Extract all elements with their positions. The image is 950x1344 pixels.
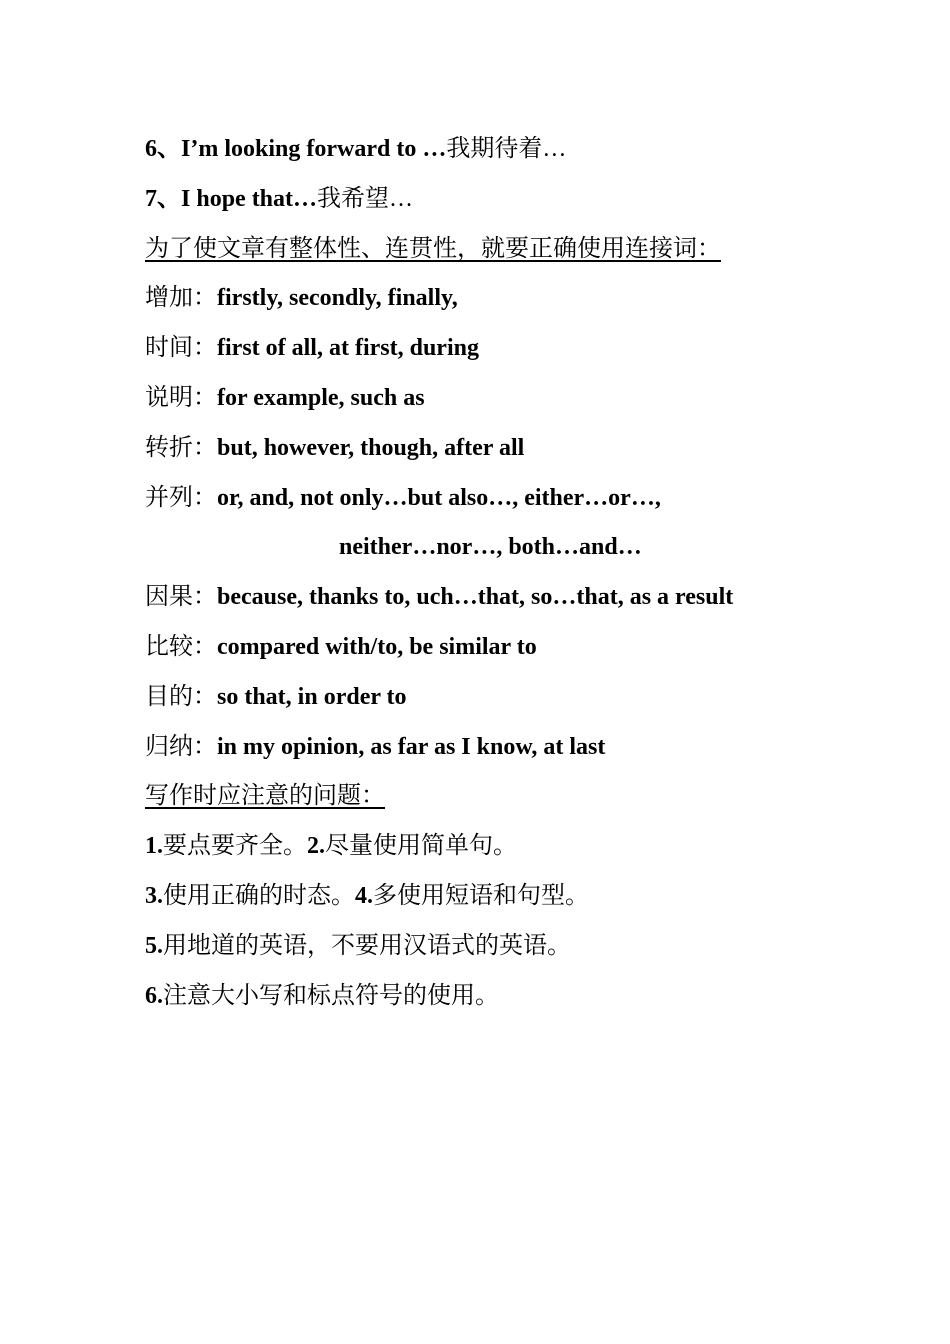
connective-words: neither…nor…, both…and… — [339, 534, 642, 561]
connective-row-addition — [145, 277, 825, 327]
connective-words: firstly, secondly, finally, — [217, 285, 458, 312]
connective-row-contrast — [145, 427, 825, 477]
note-text: 要点要齐全。 — [163, 833, 307, 860]
connective-words: so that, in order to — [217, 683, 407, 710]
connective-words: but, however, though, after all — [217, 434, 525, 461]
note-row-3 — [145, 925, 825, 975]
note-number: 4. — [355, 882, 373, 909]
notes-heading-text: 写作时应注意的问题： — [145, 783, 385, 810]
connective-label: 目的： — [145, 683, 217, 710]
connective-label: 并列： — [145, 484, 217, 511]
connective-row-coordination-continued — [145, 526, 825, 576]
connective-row-purpose — [145, 676, 825, 726]
note-text: 多使用短语和句型。 — [373, 882, 589, 909]
document-body — [145, 128, 825, 1024]
note-row-2 — [145, 875, 825, 925]
connective-label: 增加： — [145, 285, 217, 312]
connective-words: because, thanks to, uch…that, so…that, as a result — [217, 584, 734, 611]
phrase-line-7 — [145, 178, 825, 228]
notes-heading — [145, 775, 825, 825]
connective-row-summary — [145, 726, 825, 776]
note-number: 5. — [145, 932, 163, 959]
connective-row-time — [145, 327, 825, 377]
connective-row-comparison — [145, 626, 825, 676]
connective-row-cause-effect — [145, 576, 825, 626]
connective-label: 归纳： — [145, 733, 217, 760]
note-row-4 — [145, 975, 825, 1025]
connective-words: in my opinion, as far as I know, at last — [217, 733, 606, 760]
english-phrase: I hope that… — [181, 185, 318, 212]
connective-label: 转折： — [145, 434, 217, 461]
note-number: 6. — [145, 982, 163, 1009]
connectives-heading-text: 为了使文章有整体性、连贯性，就要正确使用连接词： — [145, 235, 721, 262]
line-number: 6、 — [145, 136, 181, 162]
connective-label: 说明： — [145, 384, 217, 411]
connective-words: first of all, at first, during — [217, 335, 479, 362]
note-text: 用地道的英语，不要用汉语式的英语。 — [163, 932, 571, 959]
connective-row-explanation — [145, 377, 825, 427]
note-text: 尽量使用简单句。 — [325, 833, 517, 860]
chinese-meaning: 我期待着… — [446, 136, 567, 162]
connective-label: 比较： — [145, 633, 217, 660]
connective-words: for example, such as — [217, 384, 425, 411]
note-row-1 — [145, 825, 825, 875]
connective-words: or, and, not only…but also…, either…or…, — [217, 484, 661, 511]
note-number: 3. — [145, 882, 163, 909]
phrase-line-6 — [145, 128, 825, 178]
connective-row-coordination — [145, 477, 825, 527]
chinese-meaning: 我希望… — [317, 185, 414, 212]
connective-words: compared with/to, be similar to — [217, 633, 537, 660]
line-number: 7、 — [145, 185, 181, 212]
note-number: 1. — [145, 833, 163, 860]
connective-label: 因果： — [145, 584, 217, 611]
connectives-heading — [145, 228, 825, 278]
note-number: 2. — [307, 833, 325, 860]
note-text: 使用正确的时态。 — [163, 882, 355, 909]
note-text: 注意大小写和标点符号的使用。 — [163, 982, 499, 1009]
english-phrase: I’m looking forward to … — [181, 136, 447, 162]
connective-label: 时间： — [145, 335, 217, 362]
